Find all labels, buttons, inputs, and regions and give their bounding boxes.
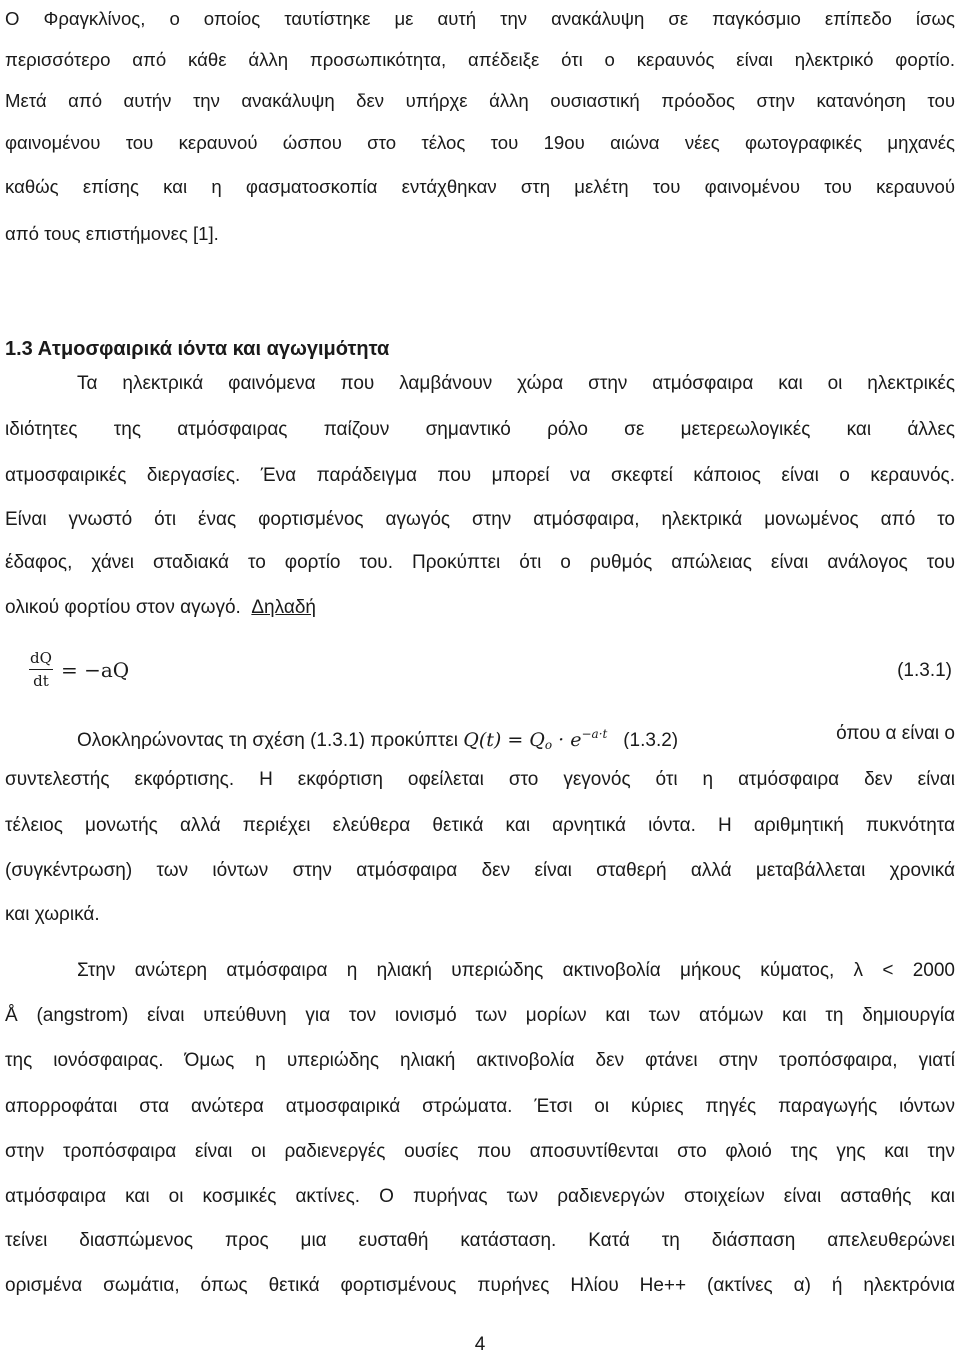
text-line: από τους επιστήμονες [1]. (5, 223, 219, 244)
text-line: τείνει διασπώμενος προς μια ευσταθή κατάσταση. Κατά τη διάσπαση απελευθερώνει (5, 1230, 955, 1251)
equation-lhs: Q(t) = Q (463, 729, 545, 749)
text-line: της ιονόσφαιρας. Όμως η υπεριώδης ηλιακή ακτινοβολία δεν φτάνει στην τροπόσφαιρα, γιατί (5, 1050, 955, 1071)
text-fragment: όπου α είναι ο (836, 723, 955, 744)
text-fragment: ολικού φορτίου στον αγωγό. (5, 597, 241, 618)
text-line: Στην ανώτερη ατμόσφαιρα η ηλιακή υπεριώδης ακτινοβολία μήκους κύματος, λ < 2000 (77, 960, 955, 981)
equation-number: (1.3.1) (897, 660, 952, 681)
text-line: ιδιότητες της ατμόσφαιρας παίζουν σημαντικό ρόλο σε μετερεωλογικές και άλλες (5, 419, 955, 440)
text-line: Μετά από αυτήν την ανακάλυψη δεν υπήρχε άλλη ουσιαστική πρόοδος στην κατανόηση του (5, 90, 955, 111)
equation-1-3-2 (463, 729, 607, 749)
text-line: και χωρικά. (5, 904, 100, 925)
text-line: ατμόσφαιρα και οι κοσμικές ακτίνες. Ο πυρήνας των ραδιενεργών στοιχείων είναι ασταθής και (5, 1186, 955, 1207)
underlined-word: Δηλαδή (251, 597, 316, 618)
text-line: ατμοσφαιρικές διεργασίες. Ένα παράδειγμα που μπορεί να σκεφτεί κάποιος είναι ο κεραυνός. (5, 465, 955, 486)
page-number: 4 (474, 1334, 486, 1355)
text-line: τέλειος μονωτής αλλά περιέχει ελεύθερα θετικά και αρνητικά ιόντα. Η αριθμητική πυκνότητα (5, 815, 955, 836)
text-line: φαινομένου του κεραυνού ώσπου στο τέλος του 19ου αιώνα νέες φωτογραφικές μηχανές (5, 132, 955, 153)
fraction-numerator: dQ (29, 647, 53, 670)
text-line: καθώς επίσης και η φασματοσκοπία εντάχθηκαν στη μελέτη του φαινομένου του κεραυνού (5, 176, 955, 197)
text-line: Είναι γνωστό ότι ένας φορτισμένος αγωγός στην ατμόσφαιρα, ηλεκτρικά μονωμένος από το (5, 509, 955, 530)
text-line: έδαφος, χάνει σταδιακά το φορτίο του. Προκύπτει ότι ο ρυθμός απώλειας είναι ανάλογος του (5, 552, 955, 573)
text-line (77, 719, 955, 749)
equation-rhs: = −aQ (61, 658, 130, 682)
text-line: απορροφάται στα ανώτερα ατμοσφαιρικά στρώματα. Έτσι οι κύριες πηγές παραγωγής ιόντων (5, 1096, 955, 1117)
text-line: Ο Φραγκλίνος, ο οποίος ταυτίστηκε με αυτή την ανακάλυψη σε παγκόσμιο επίπεδο ίσως (5, 8, 955, 29)
text-line: ορισμένα σωμάτια, όπως θετικά φορτισμένους πυρήνες Ηλίου He++ (ακτίνες α) ή ηλεκτρόνια (5, 1275, 955, 1296)
equation-1-3-1 (5, 645, 955, 697)
text-line: στην τροπόσφαιρα είναι οι ραδιενεργές ουσίες που αποσυντίθενται στο φλοιό της γης και την (5, 1141, 955, 1162)
equation-number: (1.3.2) (623, 730, 679, 749)
text-line (5, 593, 955, 623)
equation-exponent: −a·t (581, 727, 608, 741)
text-line: Å (angstrom) είναι υπεύθυνη για τον ιονισμό των μορίων και των ατόμων και τη δημιουργία (5, 1005, 955, 1026)
text-line: (συγκέντρωση) των ιόντων στην ατμόσφαιρα δεν είναι σταθερή αλλά μεταβάλλεται χρονικά (5, 860, 955, 881)
fraction-denominator: dt (33, 672, 49, 690)
section-heading: 1.3 Ατμοσφαιρικά ιόντα και αγωγιμότητα (5, 338, 390, 360)
derivative-fraction (29, 647, 53, 692)
multiplication-dot: · (558, 729, 565, 749)
text-line: συντελεστής εκφόρτισης. Η εκφόρτιση οφείλεται στο γεγονός ότι η ατμόσφαιρα δεν είναι (5, 769, 955, 790)
euler-e: e (570, 729, 582, 749)
equation-subscript: o (544, 738, 553, 749)
text-line: περισσότερο από κάθε άλλη προσωπικότητα, απέδειξε ότι ο κεραυνός είναι ηλεκτρικό φορτίο. (5, 49, 955, 70)
text-line: Τα ηλεκτρικά φαινόμενα που λαμβάνουν χώρα στην ατμόσφαιρα και οι ηλεκτρικές (77, 373, 955, 394)
text-fragment: Ολοκληρώνοντας τη σχέση (1.3.1) προκύπτει (77, 730, 458, 749)
